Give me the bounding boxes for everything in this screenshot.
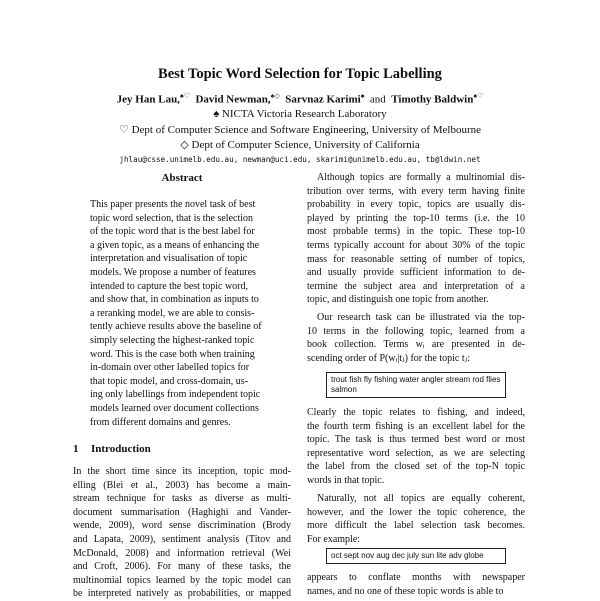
- para-line: Although topics are formally a multinomial dis-: [317, 172, 525, 183]
- abstract-line: word. This is the case both when training: [90, 348, 255, 360]
- abstract-line: models learned over document collections: [90, 402, 259, 414]
- author-list: [0, 92, 600, 106]
- para-line: terms typically account for about 30% of the topic: [307, 239, 525, 251]
- para-line: words in that topic.: [307, 474, 385, 486]
- right-paragraph-3: [307, 406, 525, 488]
- intro-line: and Lapata, 2009), sentiment analysis (Titov and: [73, 533, 291, 545]
- author-marks: ♠♡: [473, 92, 484, 100]
- intro-line: be interpreted natively as probabilities, or mapped: [73, 588, 291, 600]
- affiliation-california: ◇ Dept of Computer Science, University of California: [180, 139, 420, 151]
- section-title: Introduction: [91, 443, 151, 455]
- abstract-line: intended to capture the best topic word,: [90, 280, 249, 292]
- para-line: the fourth term fishing is an excellent label for the: [307, 420, 525, 432]
- para-line: 10 terms in the following topic, learned from a: [307, 325, 525, 337]
- affiliation-melbourne: ♡ Dept of Computer Science and Software Engineering, University of Melbourne: [118, 124, 482, 136]
- para-line: For example:: [307, 533, 361, 545]
- author-marks: ♠◇: [270, 92, 280, 100]
- author-and: and: [369, 93, 386, 106]
- intro-line: multinomial topics learned by the topic model can: [73, 574, 291, 586]
- para-line: topic. The task is thus termed best word or most: [307, 434, 525, 446]
- abstract-line: of the topic word that is the best label for: [90, 226, 255, 238]
- intro-line: document summarisation (Haghighi and Vander-: [73, 506, 291, 518]
- para-line: tribution over terms, with every term having finite: [307, 185, 525, 197]
- para-line: book collection. Terms wᵢ are presented in de-: [307, 339, 525, 351]
- abstract-line: models. We propose a number of features: [90, 266, 256, 278]
- topic-example-box-fishing: trout fish fly fishing water angler stream rod flies salmon: [326, 372, 506, 398]
- para-line: mass for reasonable setting of number of topics,: [307, 253, 525, 265]
- abstract-line: and show that, in combination as inputs to: [90, 294, 259, 306]
- para-line: Naturally, not all topics are equally coherent,: [317, 493, 525, 504]
- author-name: Jey Han Lau,: [116, 93, 180, 106]
- intro-line: stream technique for tasks as diverse as multi-: [73, 493, 291, 505]
- para-line: termine the subject area and interpretation of a: [307, 280, 525, 292]
- abstract-heading: Abstract: [161, 172, 203, 184]
- abstract-line: a given topic, as a means of enhancing the: [90, 239, 260, 251]
- para-line: representative word selection, as we are selecting: [307, 447, 525, 459]
- abstract-body: [90, 198, 274, 429]
- author-name: Sarvnaz Karimi: [285, 93, 361, 106]
- abstract-line: tently achieve results above the baseline of: [90, 321, 262, 333]
- para-line: the label from the closed set of the top-N topic: [307, 461, 525, 473]
- para-line: scending order of P(wᵢ|tⱼ) for the topic tⱼ:: [307, 352, 471, 364]
- introduction-body: [73, 465, 291, 601]
- abstract-line: interpretation and visualisation of topic: [90, 253, 248, 265]
- para-line: and usually provide sufficient information to de-: [307, 267, 525, 279]
- para-line: played by printing the top-10 terms (i.e. the 10: [307, 212, 525, 224]
- para-line: probability in every topic, topics are usually dis-: [307, 199, 525, 211]
- right-paragraph-4: [307, 492, 525, 546]
- author-marks: ♠♡: [179, 92, 190, 100]
- para-line: more difficult the label selection task becomes.: [307, 520, 525, 532]
- abstract-line: This paper presents the novel task of best: [90, 199, 256, 210]
- author-marks: ♠: [360, 92, 365, 100]
- abstract-line: topic word selection, that is the selection: [90, 212, 254, 224]
- right-paragraph-2: [307, 311, 525, 365]
- para-line: appears to conflate months with newspaper: [307, 572, 525, 583]
- intro-line: and Croft, 2006). For many of these tasks, the: [73, 561, 291, 573]
- abstract-line: from different domains and genres.: [90, 416, 231, 428]
- abstract-line: in-domain over other labelled topics for: [90, 362, 250, 374]
- para-line: names, and no one of these topic words is able to: [307, 585, 504, 597]
- intro-line: In the short time since its inception, topic mod-: [73, 466, 291, 477]
- intro-line: McDonald, 2008) and information retrieval (Wei: [73, 547, 291, 559]
- affiliation-nicta: ♠ NICTA Victoria Research Laboratory: [213, 108, 387, 120]
- section-heading-introduction: [73, 443, 151, 455]
- section-number: 1: [73, 443, 79, 455]
- abstract-line: that topic model, and cross-domain, us-: [90, 375, 249, 387]
- right-paragraph-5: [307, 571, 525, 598]
- abstract-line: a reranking model, we are able to consis-: [90, 307, 255, 319]
- intro-line: wende, 2009), word sense discrimination (Brody: [73, 520, 291, 532]
- topic-example-box-months: oct sept nov aug dec july sun lite adv globe: [326, 548, 506, 564]
- author-emails: jhlau@csse.unimelb.edu.au, newman@uci.edu, skarimi@unimelb.edu.au, tb@ldwin.net: [119, 155, 481, 164]
- para-line: however, and the lower the topic coherence, the: [307, 506, 525, 518]
- abstract-line: ing only labellings from independent topic: [90, 389, 261, 401]
- author-name: David Newman,: [195, 93, 271, 106]
- para-line: Our research task can be illustrated via the top-: [317, 312, 525, 323]
- intro-line: elling (Blei et al., 2003) has become a main-: [73, 479, 291, 491]
- author-name: Timothy Baldwin: [391, 93, 474, 106]
- right-paragraph-1: [307, 171, 525, 307]
- para-line: Clearly the topic relates to fishing, and indeed,: [307, 407, 525, 418]
- para-line: most probable terms) in the topic. These top-10: [307, 226, 525, 238]
- abstract-line: simply selecting the highest-ranked topic: [90, 334, 255, 346]
- para-line: topic, and distinguish one topic from another.: [307, 294, 489, 306]
- paper-title: Best Topic Word Selection for Topic Labelling: [158, 66, 442, 82]
